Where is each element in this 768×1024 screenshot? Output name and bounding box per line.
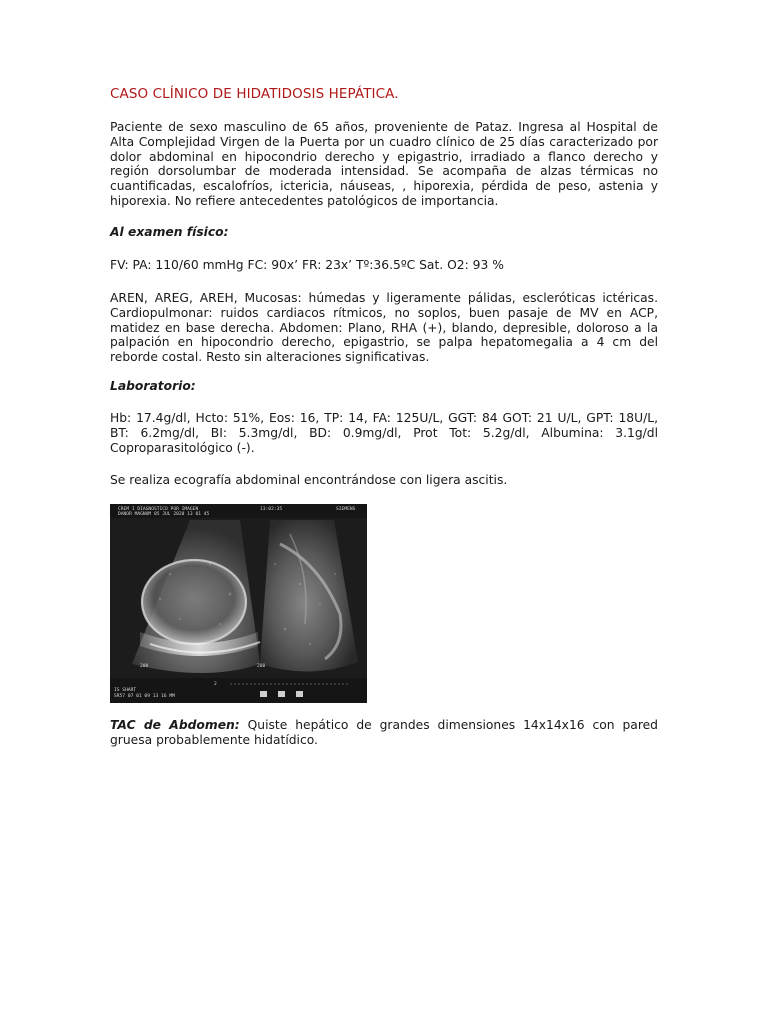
ultrasound-depth-left: 200 xyxy=(140,664,149,669)
exam-heading: Al examen físico: xyxy=(110,225,229,239)
echo-line: Se realiza ecografía abdominal encontrándose con ligera ascitis. xyxy=(110,473,508,487)
ultrasound-depth-right: 200 xyxy=(257,664,266,669)
vitals-line: FV: PA: 110/60 mmHg FC: 90x’ FR: 23x’ Tº:36.5ºC Sat. O2: 93 % xyxy=(110,258,504,272)
ultrasound-header-right: SIEMENS xyxy=(336,507,356,512)
ultrasound-header-left-2: DANOR MAGNUM 05 JUL 2020 13 01 45 xyxy=(118,512,210,517)
intro-paragraph: Paciente de sexo masculino de 65 años, proveniente de Pataz. Ingresa al Hospital de Alta Complejidad Virgen de la Puerta por un cuadro clínico de 25 días caracterizado por dolor abdominal en hipocondrio derecho y epigastrio, irradiado a flanco derecho y región dorsolumbar de moderada intensidad. Se acompaña de alzas térmicas no cuantificadas, escalofríos, ictericia, náuseas, , hiporexia, pérdida de peso, astenia y hiporexia. No refiere antecedentes patológicos de importancia. xyxy=(110,120,658,208)
lab-paragraph: Hb: 17.4g/dl, Hcto: 51%, Eos: 16, TP: 14, FA: 125U/L, GGT: 84 GOT: 21 U/L, GPT: 18U/L, BT: 6.2mg/dl, BI: 5.3mg/dl, BD: 0.9mg/dl, Prot Tot: 5.2g/dl, Albumina: 3.1g/dl Coproparasitológico (-). xyxy=(110,411,658,455)
exam-paragraph: AREN, AREG, AREH, Mucosas: húmedas y ligeramente pálidas, escleróticas ictéricas. Cardiopulmonar: ruidos cardiacos rítmicos, no soplos, buen pasaje de MV en ACP, matidez en base derecha. Abdomen: Plano, RHA (+), blando, depresible, doloroso a la palpación en hipocondrio derecho, epigastrio, se palpa hepatomegalia a 4 cm del reborde costal. Resto sin alteraciones significativas. xyxy=(110,291,658,365)
ultrasound-scale-marker: 2 xyxy=(214,682,217,687)
ultrasound-scan xyxy=(110,504,367,703)
tac-heading: TAC de Abdomen: xyxy=(110,718,240,732)
ultrasound-image xyxy=(110,504,367,703)
tac-text: Quiste hepático de grandes dimensiones 14x14x16 con pared gruesa probablemente hidatídico. xyxy=(110,718,658,747)
ultrasound-footer-left: IS SHART xyxy=(114,688,137,693)
ultrasound-header-left: CREM I DIAGNOSTICO POR IMAGEN xyxy=(118,507,199,512)
ultrasound-footer-left-2: SR57 07 01 09 13 16 MM xyxy=(114,694,175,699)
lab-heading: Laboratorio: xyxy=(110,379,196,393)
ultrasound-header-time: 13:02:35 xyxy=(260,507,283,512)
tac-paragraph xyxy=(110,718,658,748)
document-title: CASO CLÍNICO DE HIDATIDOSIS HEPÁTICA. xyxy=(110,86,399,102)
